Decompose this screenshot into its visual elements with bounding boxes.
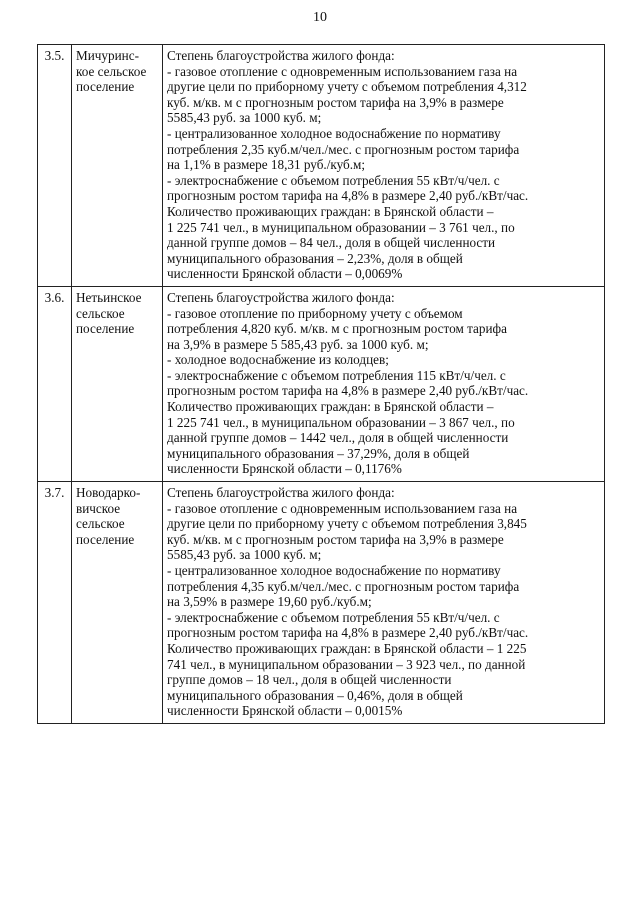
name-line: поселение (76, 321, 135, 337)
description-line: 5585,43 руб. за 1000 куб. м; (167, 547, 322, 563)
description-line: потребления 2,35 куб.м/чел./мес. с прогнозным ростом тарифа (167, 141, 520, 157)
name-line: Мичуринс- (76, 48, 139, 63)
description-line: Количество проживающих граждан: в Брянской области – (167, 203, 494, 219)
settlement-description (163, 286, 605, 481)
settlement-description (163, 482, 605, 724)
description-line: данной группе домов – 84 чел., доля в общей численности (167, 235, 496, 251)
description-line: - централизованное холодное водоснабжение по нормативу (167, 563, 501, 578)
description-line: Степень благоустройства жилого фонда: (167, 289, 395, 305)
row-number: 3.6. (38, 286, 72, 481)
row-number: 3.5. (38, 45, 72, 287)
description-line: - электроснабжение с объемом потребления 55 кВт/ч/чел. с (167, 609, 500, 625)
name-line: вичское (76, 500, 121, 516)
description-line: - централизованное холодное водоснабжение по нормативу (167, 125, 501, 141)
description-line: - газовое отопление по приборному учету с объемом (167, 305, 463, 321)
description-line: - газовое отопление с одновременным использованием газа на (167, 63, 518, 79)
table-body (38, 45, 605, 724)
description-line: прогнозным ростом тарифа на 4,8% в размере 2,40 руб./кВт/час. (167, 383, 529, 399)
settlement-name (72, 286, 163, 481)
name-line: сельское (76, 516, 125, 532)
description-line: прогнозным ростом тарифа на 4,8% в размере 2,40 руб./кВт/час. (167, 625, 529, 641)
description-line: на 3,59% в размере 19,60 руб./куб.м; (167, 594, 372, 610)
description-line: группе домов – 18 чел., доля в общей численности (167, 672, 452, 688)
description-line: муниципального образования – 0,46%, доля в общей (167, 687, 463, 703)
description-line: прогнозным ростом тарифа на 4,8% в размере 2,40 руб./кВт/час. (167, 188, 529, 204)
description-line: потребления 4,820 куб. м/кв. м с прогнозным ростом тарифа (167, 321, 507, 337)
description-line: - холодное водоснабжение из колодцев; (167, 352, 389, 368)
description-line: на 1,1% в размере 18,31 руб./куб.м; (167, 157, 366, 173)
settlement-description (163, 45, 605, 287)
name-line: кое сельское (76, 63, 147, 79)
description-line: потребления 4,35 куб.м/чел./мес. с прогнозным ростом тарифа (167, 578, 520, 594)
description-line: муниципального образования – 2,23%, доля в общей (167, 250, 463, 266)
name-line: поселение (76, 531, 135, 547)
description-line: другие цели по приборному учету с объемом потребления 3,845 (167, 516, 527, 532)
description-line: - газовое отопление с одновременным использованием газа на (167, 500, 518, 516)
description-line: Степень благоустройства жилого фонда: (167, 48, 395, 63)
table-row (38, 286, 605, 481)
municipality-table (37, 44, 605, 724)
name-line: Нетьинское (76, 289, 142, 305)
description-line: 1 225 741 чел., в муниципальном образовании – 3 867 чел., по (167, 414, 515, 430)
description-line: численности Брянской области – 0,0069% (167, 266, 403, 282)
settlement-name (72, 45, 163, 287)
description-line: Степень благоустройства жилого фонда: (167, 485, 395, 501)
row-number: 3.7. (38, 482, 72, 724)
name-line: Новодарко- (76, 485, 141, 501)
description-line: численности Брянской области – 0,0015% (167, 703, 403, 719)
settlement-name (72, 482, 163, 724)
name-line: поселение (76, 79, 135, 95)
description-line: куб. м/кв. м с прогнозным ростом тарифа на 3,9% в размере (167, 531, 504, 547)
description-line: 1 225 741 чел., в муниципальном образовании – 3 761 чел., по (167, 219, 515, 235)
description-line: на 3,9% в размере 5 585,43 руб. за 1000 куб. м; (167, 336, 429, 352)
table-row (38, 482, 605, 724)
description-line: Количество проживающих граждан: в Брянской области – (167, 399, 494, 415)
description-line: - электроснабжение с объемом потребления 115 кВт/ч/чел. с (167, 367, 506, 383)
description-line: Количество проживающих граждан: в Брянской области – 1 225 (167, 640, 527, 656)
description-line: численности Брянской области – 0,1176% (167, 461, 402, 477)
name-line: сельское (76, 305, 125, 321)
description-line: муниципального образования – 37,29%, доля в общей (167, 445, 470, 461)
description-line: 5585,43 руб. за 1000 куб. м; (167, 110, 322, 126)
description-line: - электроснабжение с объемом потребления 55 кВт/ч/чел. с (167, 172, 500, 188)
description-line: 741 чел., в муниципальном образовании – 3 923 чел., по данной (167, 656, 526, 672)
description-line: данной группе домов – 1442 чел., доля в общей численности (167, 430, 509, 446)
page-number: 10 (313, 10, 327, 25)
description-line: куб. м/кв. м с прогнозным ростом тарифа на 3,9% в размере (167, 94, 504, 110)
table-row (38, 45, 605, 287)
description-line: другие цели по приборному учету с объемом потребления 4,312 (167, 79, 527, 95)
